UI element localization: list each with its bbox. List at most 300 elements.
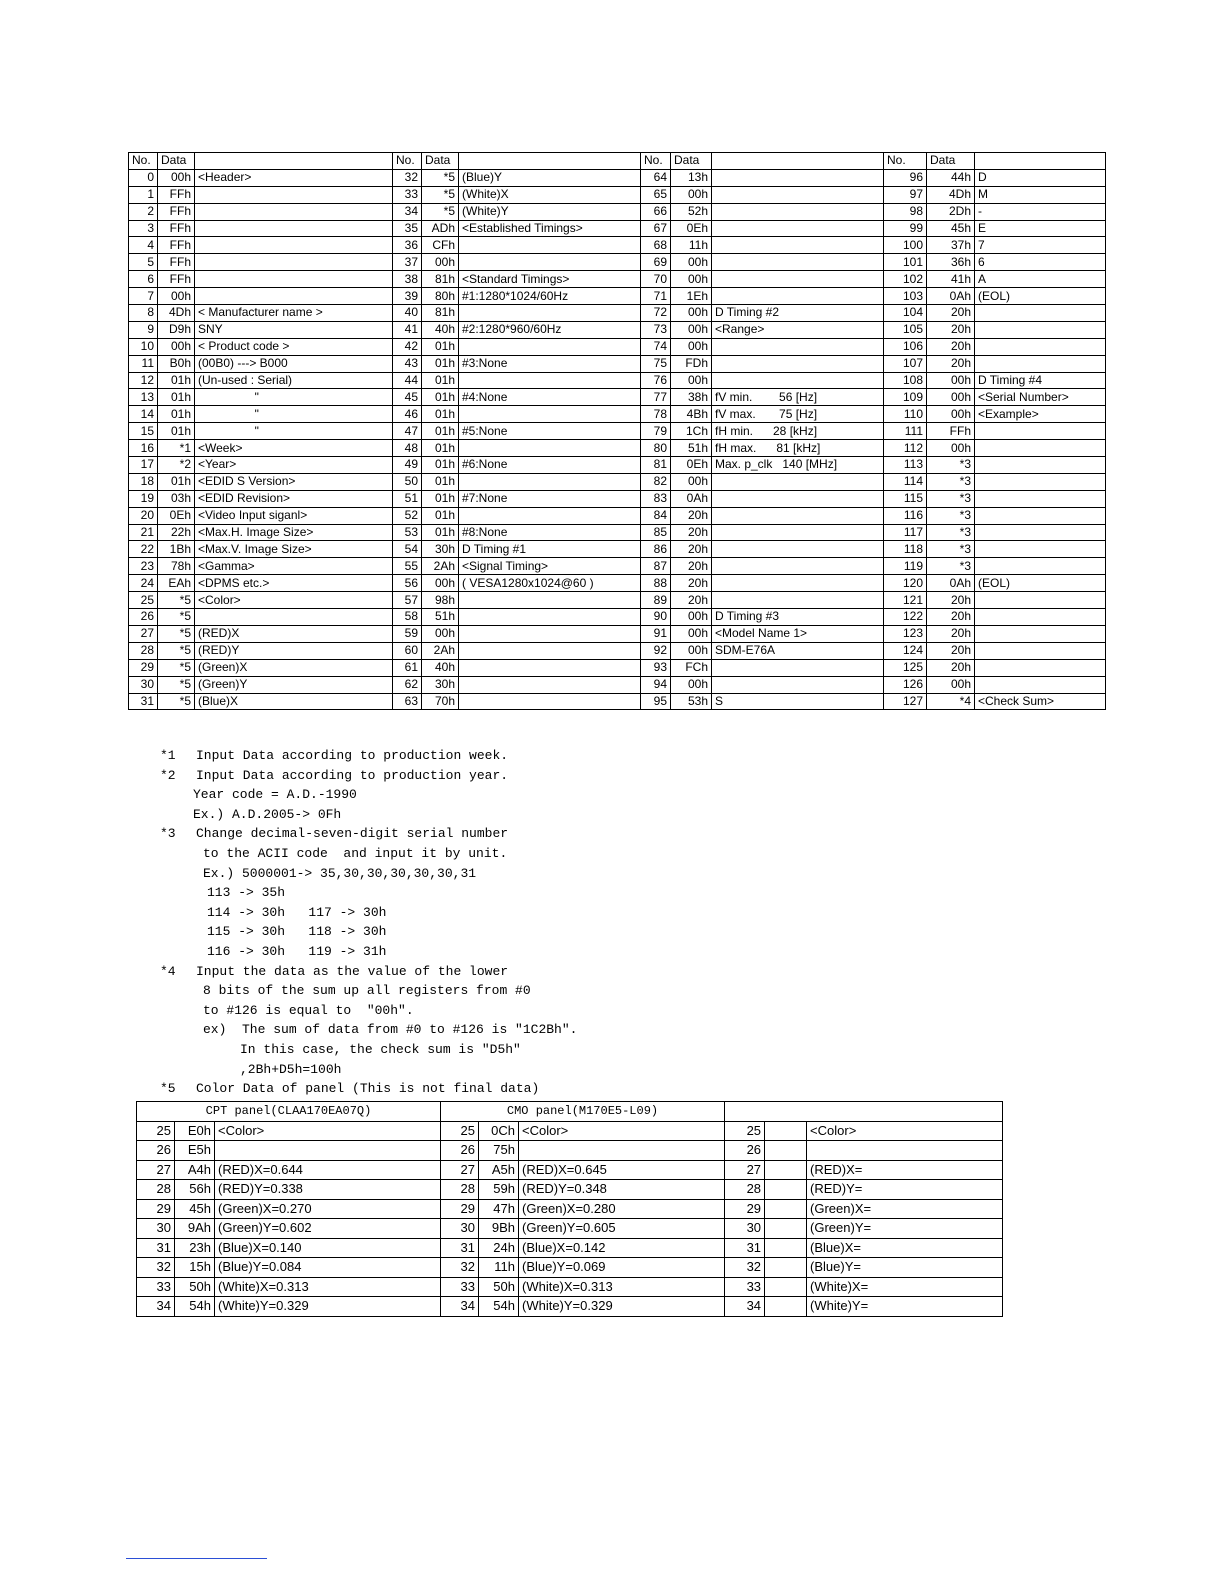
description bbox=[975, 659, 1106, 676]
description bbox=[975, 457, 1106, 474]
register-number: 99 bbox=[884, 220, 927, 237]
edid-register-table bbox=[128, 152, 1106, 710]
table-row bbox=[137, 1160, 1003, 1180]
register-number: 125 bbox=[884, 659, 927, 676]
data-value: 23h bbox=[175, 1238, 215, 1258]
data-value: 51h bbox=[671, 440, 712, 457]
note-marker: *2 bbox=[160, 767, 176, 783]
data-value: 13h bbox=[671, 169, 712, 186]
register-number: 34 bbox=[137, 1297, 175, 1317]
register-number: 5 bbox=[129, 254, 158, 271]
description: #3:None bbox=[459, 355, 641, 372]
description: (White)X=0.313 bbox=[519, 1277, 725, 1297]
description: (Green)Y=0.605 bbox=[519, 1219, 725, 1239]
table-row bbox=[129, 642, 1106, 659]
description: (White)Y bbox=[459, 203, 641, 220]
register-number: 36 bbox=[393, 237, 422, 254]
register-number: 49 bbox=[393, 457, 422, 474]
description bbox=[975, 642, 1106, 659]
description bbox=[195, 186, 393, 203]
table-row bbox=[129, 575, 1106, 592]
register-number: 43 bbox=[393, 355, 422, 372]
register-number: 11 bbox=[129, 355, 158, 372]
register-number: 25 bbox=[725, 1121, 765, 1141]
data-value: FFh bbox=[158, 186, 195, 203]
note-text: Input Data according to production week. bbox=[196, 748, 509, 763]
description bbox=[807, 1141, 1003, 1161]
data-value bbox=[765, 1219, 807, 1239]
register-number: 50 bbox=[393, 473, 422, 490]
description: #7:None bbox=[459, 490, 641, 507]
serial-map-line: 114 -> 30h 117 -> 30h bbox=[207, 904, 387, 920]
register-number: 54 bbox=[393, 541, 422, 558]
register-number: 66 bbox=[641, 203, 671, 220]
table-row bbox=[137, 1141, 1003, 1161]
data-value: 00h bbox=[671, 625, 712, 642]
table-row bbox=[129, 406, 1106, 423]
register-number: 106 bbox=[884, 338, 927, 355]
register-number: 41 bbox=[393, 321, 422, 338]
data-value: 01h bbox=[422, 338, 459, 355]
register-number: 82 bbox=[641, 473, 671, 490]
register-number: 113 bbox=[884, 457, 927, 474]
data-value: 20h bbox=[927, 625, 975, 642]
register-number: 29 bbox=[137, 1199, 175, 1219]
description bbox=[975, 625, 1106, 642]
register-number: 33 bbox=[725, 1277, 765, 1297]
register-number: 97 bbox=[884, 186, 927, 203]
data-value: FFh bbox=[927, 423, 975, 440]
data-value: 00h bbox=[158, 338, 195, 355]
data-value: *3 bbox=[927, 541, 975, 558]
register-number: 79 bbox=[641, 423, 671, 440]
description: <Serial Number> bbox=[975, 389, 1106, 406]
description: M bbox=[975, 186, 1106, 203]
data-value: 11h bbox=[671, 237, 712, 254]
description bbox=[712, 203, 884, 220]
description: 6 bbox=[975, 254, 1106, 271]
description bbox=[195, 237, 393, 254]
data-value: *5 bbox=[422, 186, 459, 203]
description: (RED)Y=0.348 bbox=[519, 1180, 725, 1200]
data-value: 01h bbox=[158, 473, 195, 490]
data-value: 00h bbox=[671, 642, 712, 659]
register-number: 92 bbox=[641, 642, 671, 659]
data-value: 0Eh bbox=[158, 507, 195, 524]
description: (Blue)Y bbox=[459, 169, 641, 186]
register-number: 3 bbox=[129, 220, 158, 237]
description bbox=[195, 609, 393, 626]
register-number: 18 bbox=[129, 473, 158, 490]
data-value: *5 bbox=[158, 609, 195, 626]
register-number: 26 bbox=[441, 1141, 479, 1161]
description: <Gamma> bbox=[195, 558, 393, 575]
note-line: Year code = A.D.-1990 bbox=[193, 787, 357, 803]
table-row bbox=[129, 169, 1106, 186]
data-value: 01h bbox=[158, 423, 195, 440]
table-row bbox=[137, 1258, 1003, 1278]
register-number: 31 bbox=[725, 1238, 765, 1258]
register-number: 68 bbox=[641, 237, 671, 254]
register-number: 89 bbox=[641, 592, 671, 609]
data-value: 51h bbox=[422, 609, 459, 626]
register-number: 56 bbox=[393, 575, 422, 592]
register-number: 57 bbox=[393, 592, 422, 609]
register-number: 119 bbox=[884, 558, 927, 575]
data-value: *3 bbox=[927, 507, 975, 524]
serial-map-line: 113 -> 35h bbox=[207, 885, 286, 901]
register-number: 33 bbox=[137, 1277, 175, 1297]
description: 7 bbox=[975, 237, 1106, 254]
data-value: *3 bbox=[927, 490, 975, 507]
data-value: 40h bbox=[422, 321, 459, 338]
register-number: 60 bbox=[393, 642, 422, 659]
table-row bbox=[129, 592, 1106, 609]
register-number: 23 bbox=[129, 558, 158, 575]
data-value: 01h bbox=[422, 406, 459, 423]
data-value: *5 bbox=[158, 592, 195, 609]
description bbox=[975, 440, 1106, 457]
data-value: 20h bbox=[671, 592, 712, 609]
register-number: 33 bbox=[393, 186, 422, 203]
register-number: 71 bbox=[641, 288, 671, 305]
register-number: 25 bbox=[441, 1121, 479, 1141]
description: (RED)Y= bbox=[807, 1180, 1003, 1200]
description bbox=[712, 676, 884, 693]
description: (Green)X=0.280 bbox=[519, 1199, 725, 1219]
data-value: 81h bbox=[422, 305, 459, 322]
data-value: 00h bbox=[671, 254, 712, 271]
description: <Color> bbox=[195, 592, 393, 609]
description bbox=[459, 676, 641, 693]
register-number: 76 bbox=[641, 372, 671, 389]
description: (Green)Y= bbox=[807, 1219, 1003, 1239]
description bbox=[215, 1141, 441, 1161]
description: fH max. 81 [kHz] bbox=[712, 440, 884, 457]
register-number: 32 bbox=[137, 1258, 175, 1278]
register-number: 25 bbox=[137, 1121, 175, 1141]
data-value: 2Ah bbox=[422, 558, 459, 575]
register-number: 40 bbox=[393, 305, 422, 322]
register-number: 75 bbox=[641, 355, 671, 372]
table-row bbox=[129, 457, 1106, 474]
note-marker: *1 bbox=[160, 748, 176, 763]
data-value: 1Ch bbox=[671, 423, 712, 440]
register-number: 55 bbox=[393, 558, 422, 575]
note-text: Input the data as the value of the lower bbox=[196, 963, 509, 979]
register-number: 6 bbox=[129, 271, 158, 288]
data-value: 0Eh bbox=[671, 220, 712, 237]
description: <Color> bbox=[807, 1121, 1003, 1141]
description: ( VESA1280x1024@60 ) bbox=[459, 575, 641, 592]
register-number: 59 bbox=[393, 625, 422, 642]
data-value: 0Ah bbox=[927, 288, 975, 305]
description: <Color> bbox=[215, 1121, 441, 1141]
register-number: 78 bbox=[641, 406, 671, 423]
data-value: *5 bbox=[158, 642, 195, 659]
description: (White)X= bbox=[807, 1277, 1003, 1297]
description: Max. p_clk 140 [MHz] bbox=[712, 457, 884, 474]
register-number: 112 bbox=[884, 440, 927, 457]
register-number: 95 bbox=[641, 693, 671, 710]
description bbox=[975, 321, 1106, 338]
register-number: 105 bbox=[884, 321, 927, 338]
table-row bbox=[129, 558, 1106, 575]
description bbox=[459, 609, 641, 626]
register-number: 108 bbox=[884, 372, 927, 389]
data-value: 00h bbox=[671, 609, 712, 626]
register-number: 14 bbox=[129, 406, 158, 423]
data-value: *5 bbox=[158, 693, 195, 710]
register-number: 117 bbox=[884, 524, 927, 541]
description bbox=[712, 288, 884, 305]
data-value: 40h bbox=[422, 659, 459, 676]
register-number: 90 bbox=[641, 609, 671, 626]
data-value bbox=[765, 1238, 807, 1258]
data-value: 01h bbox=[422, 457, 459, 474]
register-number: 62 bbox=[393, 676, 422, 693]
description: (Blue)X=0.142 bbox=[519, 1238, 725, 1258]
register-number: 42 bbox=[393, 338, 422, 355]
data-value: 01h bbox=[422, 473, 459, 490]
data-value: 01h bbox=[422, 355, 459, 372]
panel-title-cpt: CPT panel(CLAA170EA07Q) bbox=[137, 1102, 441, 1122]
register-number: 58 bbox=[393, 609, 422, 626]
data-value: 01h bbox=[158, 372, 195, 389]
register-number: 64 bbox=[641, 169, 671, 186]
data-value: 01h bbox=[422, 440, 459, 457]
register-number: 118 bbox=[884, 541, 927, 558]
register-number: 126 bbox=[884, 676, 927, 693]
register-number: 115 bbox=[884, 490, 927, 507]
data-value: 59h bbox=[479, 1180, 519, 1200]
note-line: Ex.) A.D.2005-> 0Fh bbox=[193, 806, 342, 822]
note-text: Input Data according to production year. bbox=[196, 767, 509, 783]
data-value: 0Ch bbox=[479, 1121, 519, 1141]
register-number: 27 bbox=[137, 1160, 175, 1180]
description: (Green)Y bbox=[195, 676, 393, 693]
description bbox=[459, 659, 641, 676]
data-value: 01h bbox=[422, 389, 459, 406]
table-row bbox=[129, 271, 1106, 288]
register-number: 122 bbox=[884, 609, 927, 626]
register-number: 7 bbox=[129, 288, 158, 305]
col-header-data: Data bbox=[158, 153, 195, 170]
register-number: 63 bbox=[393, 693, 422, 710]
register-number: 104 bbox=[884, 305, 927, 322]
data-value: 20h bbox=[927, 659, 975, 676]
data-value: 98h bbox=[422, 592, 459, 609]
register-number: 31 bbox=[137, 1238, 175, 1258]
description: <Range> bbox=[712, 321, 884, 338]
data-value: 00h bbox=[671, 372, 712, 389]
register-number: 91 bbox=[641, 625, 671, 642]
register-number: 20 bbox=[129, 507, 158, 524]
data-value: 30h bbox=[422, 676, 459, 693]
data-value: 50h bbox=[175, 1277, 215, 1297]
description: <Max.V. Image Size> bbox=[195, 541, 393, 558]
description bbox=[712, 355, 884, 372]
data-value: 00h bbox=[671, 271, 712, 288]
description bbox=[712, 592, 884, 609]
register-number: 34 bbox=[393, 203, 422, 220]
register-number: 94 bbox=[641, 676, 671, 693]
data-value: 78h bbox=[158, 558, 195, 575]
data-value: 54h bbox=[175, 1297, 215, 1317]
description bbox=[975, 338, 1106, 355]
register-number: 98 bbox=[884, 203, 927, 220]
col-header-data: Data bbox=[671, 153, 712, 170]
register-number: 32 bbox=[441, 1258, 479, 1278]
data-value: 0Ah bbox=[927, 575, 975, 592]
note-2 bbox=[160, 766, 680, 786]
register-number: 26 bbox=[725, 1141, 765, 1161]
register-number: 22 bbox=[129, 541, 158, 558]
note-line: ex) The sum of data from #0 to #126 is "1C2Bh". bbox=[203, 1022, 578, 1038]
table-row bbox=[137, 1297, 1003, 1317]
data-value: A5h bbox=[479, 1160, 519, 1180]
data-value: 01h bbox=[422, 524, 459, 541]
col-header-no: No. bbox=[884, 153, 927, 170]
description: (Blue)Y= bbox=[807, 1258, 1003, 1278]
col-header-no: No. bbox=[641, 153, 671, 170]
description: <Standard Timings> bbox=[459, 271, 641, 288]
data-value: ADh bbox=[422, 220, 459, 237]
data-value bbox=[765, 1121, 807, 1141]
data-value: 00h bbox=[158, 169, 195, 186]
description: A bbox=[975, 271, 1106, 288]
description: (00B0) ---> B000 bbox=[195, 355, 393, 372]
register-number: 1 bbox=[129, 186, 158, 203]
table-row bbox=[129, 305, 1106, 322]
register-number: 124 bbox=[884, 642, 927, 659]
data-value: 38h bbox=[671, 389, 712, 406]
register-number: 31 bbox=[441, 1238, 479, 1258]
description bbox=[712, 237, 884, 254]
col-header-data: Data bbox=[927, 153, 975, 170]
data-value: 00h bbox=[927, 372, 975, 389]
register-number: 100 bbox=[884, 237, 927, 254]
description bbox=[975, 558, 1106, 575]
data-value bbox=[765, 1141, 807, 1161]
table-row bbox=[129, 659, 1106, 676]
description: (Blue)X=0.140 bbox=[215, 1238, 441, 1258]
description: #1:1280*1024/60Hz bbox=[459, 288, 641, 305]
data-value: 00h bbox=[927, 406, 975, 423]
description bbox=[712, 558, 884, 575]
data-value: 03h bbox=[158, 490, 195, 507]
register-number: 27 bbox=[725, 1160, 765, 1180]
data-value bbox=[765, 1180, 807, 1200]
register-number: 13 bbox=[129, 389, 158, 406]
description bbox=[712, 186, 884, 203]
data-value: 56h bbox=[175, 1180, 215, 1200]
description bbox=[459, 237, 641, 254]
table-row bbox=[129, 507, 1106, 524]
description: (Blue)Y=0.084 bbox=[215, 1258, 441, 1278]
register-number: 4 bbox=[129, 237, 158, 254]
footnotes bbox=[160, 746, 680, 1099]
register-number: 29 bbox=[441, 1199, 479, 1219]
description: <EDID Revision> bbox=[195, 490, 393, 507]
description bbox=[712, 490, 884, 507]
data-value: FFh bbox=[158, 237, 195, 254]
data-value: 45h bbox=[927, 220, 975, 237]
table-row bbox=[129, 220, 1106, 237]
description: <Check Sum> bbox=[975, 693, 1106, 710]
description bbox=[712, 575, 884, 592]
description: (RED)X bbox=[195, 625, 393, 642]
color-table-body bbox=[137, 1121, 1003, 1316]
register-number: 70 bbox=[641, 271, 671, 288]
data-value: 00h bbox=[671, 338, 712, 355]
note-marker: *3 bbox=[160, 826, 176, 842]
description: #8:None bbox=[459, 524, 641, 541]
table-row bbox=[129, 203, 1106, 220]
description: (Blue)Y=0.069 bbox=[519, 1258, 725, 1278]
table-row bbox=[129, 237, 1106, 254]
register-number: 53 bbox=[393, 524, 422, 541]
description: < Product code > bbox=[195, 338, 393, 355]
description: <Model Name 1> bbox=[712, 625, 884, 642]
description: fV min. 56 [Hz] bbox=[712, 389, 884, 406]
register-number: 12 bbox=[129, 372, 158, 389]
register-number: 16 bbox=[129, 440, 158, 457]
register-number: 34 bbox=[725, 1297, 765, 1317]
data-value: 01h bbox=[422, 423, 459, 440]
data-value: 9Bh bbox=[479, 1219, 519, 1239]
data-value: 45h bbox=[175, 1199, 215, 1219]
register-number: 35 bbox=[393, 220, 422, 237]
data-value: 54h bbox=[479, 1297, 519, 1317]
description bbox=[975, 609, 1106, 626]
register-number: 9 bbox=[129, 321, 158, 338]
description: <Color> bbox=[519, 1121, 725, 1141]
data-value: 24h bbox=[479, 1238, 519, 1258]
description bbox=[195, 203, 393, 220]
data-value: 00h bbox=[671, 305, 712, 322]
note-line: ,2Bh+D5h=100h bbox=[240, 1061, 342, 1077]
data-value: 0Ah bbox=[671, 490, 712, 507]
data-value: 00h bbox=[671, 321, 712, 338]
description: <Week> bbox=[195, 440, 393, 457]
note-line: to #126 is equal to "00h". bbox=[203, 1002, 414, 1018]
description: SDM-E76A bbox=[712, 642, 884, 659]
description: S bbox=[712, 693, 884, 710]
data-value: *5 bbox=[422, 169, 459, 186]
register-number: 72 bbox=[641, 305, 671, 322]
register-number: 48 bbox=[393, 440, 422, 457]
table-row bbox=[129, 186, 1106, 203]
description: (RED)X= bbox=[807, 1160, 1003, 1180]
description: <Video Input siganl> bbox=[195, 507, 393, 524]
data-value: 00h bbox=[671, 676, 712, 693]
register-number: 31 bbox=[129, 693, 158, 710]
data-value: 20h bbox=[671, 507, 712, 524]
description: <Established Timings> bbox=[459, 220, 641, 237]
description bbox=[195, 220, 393, 237]
footer-divider bbox=[126, 1558, 267, 1559]
description bbox=[459, 372, 641, 389]
data-value: 01h bbox=[422, 507, 459, 524]
description: (RED)Y bbox=[195, 642, 393, 659]
serial-map-line: 116 -> 30h 119 -> 31h bbox=[207, 943, 387, 959]
note-text: Color Data of panel (This is not final data) bbox=[196, 1081, 540, 1097]
description: #4:None bbox=[459, 389, 641, 406]
data-value: *5 bbox=[422, 203, 459, 220]
description: #2:1280*960/60Hz bbox=[459, 321, 641, 338]
data-value: 20h bbox=[671, 558, 712, 575]
